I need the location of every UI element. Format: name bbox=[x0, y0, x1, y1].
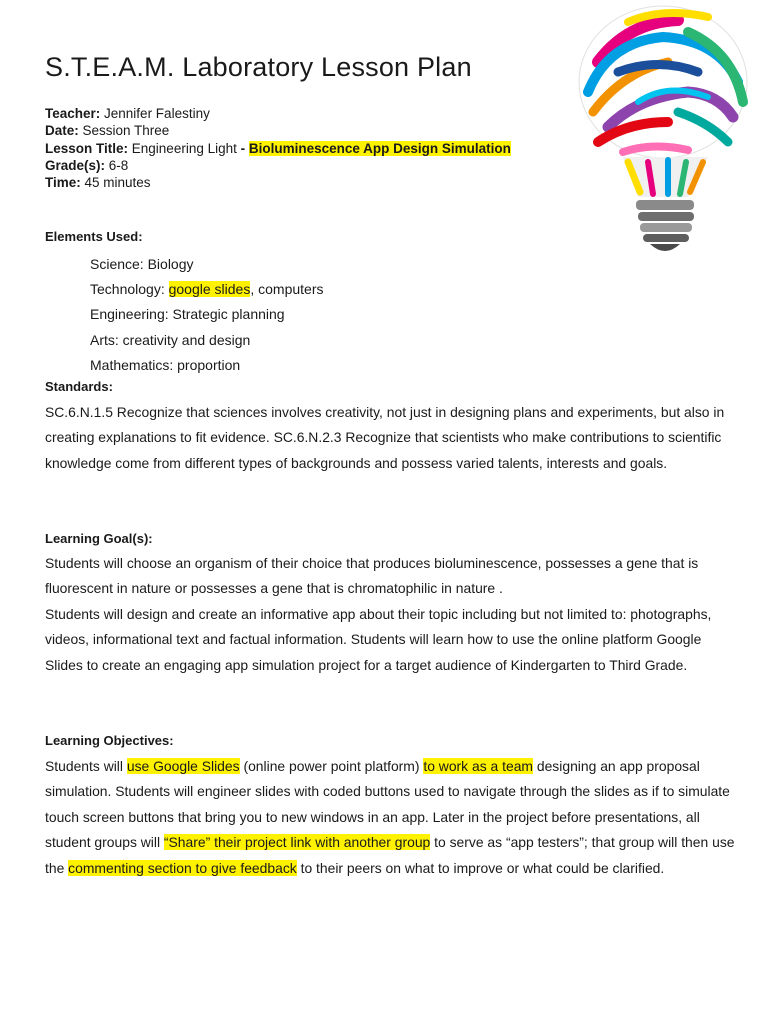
grade-label: Grade(s): bbox=[45, 157, 106, 173]
lesson-title-value: Engineering Light bbox=[128, 140, 241, 156]
objectives-text-3: designing an app proposal simulation. Students will engineer slides with coded buttons used to navigate through the slides as if to simulate touch screen buttons that bring you to new windows in an app. Later in the project before presentations, all student groups will bbox=[45, 758, 730, 851]
element-arts: Arts: creativity and design bbox=[90, 331, 251, 348]
objectives-highlight-google-slides: use Google Slides bbox=[126, 758, 240, 774]
objectives-highlight-team: to work as a team bbox=[423, 758, 533, 774]
learning-objectives-paragraph bbox=[45, 754, 735, 881]
bulb-base bbox=[636, 200, 694, 251]
elements-heading: Elements Used: bbox=[45, 229, 143, 244]
technology-highlight: google slides bbox=[168, 281, 251, 298]
technology-prefix: Technology: bbox=[90, 281, 169, 298]
learning-goals-heading: Learning Goal(s): bbox=[45, 531, 153, 546]
lesson-title-row bbox=[45, 140, 511, 157]
learning-goals-paragraph-2: Students will design and create an informative app about their topic including but not limited to: photographs, videos, informational text and factual information. Students will learn how to use the online platform Google Slides to create an engaging app simulation project for a target audience of Kindergarten to Third Grade. bbox=[45, 605, 712, 673]
objectives-text-4: to serve as “app testers”; that group will then use the bbox=[45, 834, 735, 876]
lesson-title-highlight: Bioluminescence App Design Simulation bbox=[248, 140, 511, 156]
technology-suffix: , computers bbox=[250, 281, 324, 298]
date-label: Date: bbox=[45, 123, 79, 139]
date-value: Session Three bbox=[78, 123, 170, 139]
objectives-text-5: to their peers on what to improve or what could be clarified. bbox=[296, 859, 665, 876]
objectives-highlight-commenting: commenting section to give feedback bbox=[68, 859, 297, 876]
grade-row bbox=[45, 157, 511, 174]
elements-list bbox=[90, 252, 323, 378]
lesson-meta bbox=[45, 105, 511, 191]
objectives-highlight-share: “Share” their project link with another group bbox=[163, 834, 431, 851]
teacher-row bbox=[45, 105, 511, 122]
grade-value: 6-8 bbox=[105, 157, 129, 173]
teacher-label: Teacher: bbox=[45, 106, 101, 121]
date-row bbox=[45, 122, 511, 139]
lesson-title-label: Lesson Title: bbox=[45, 140, 129, 156]
time-row bbox=[45, 174, 511, 191]
learning-goals-text bbox=[45, 551, 735, 678]
learning-objectives-heading: Learning Objectives: bbox=[45, 733, 174, 748]
bulb-glass bbox=[579, 6, 747, 158]
element-technology bbox=[90, 277, 323, 302]
objectives-text-1: Students will bbox=[45, 758, 127, 774]
objectives-text-2: (online power point platform) bbox=[239, 758, 424, 774]
page-title: S.T.E.A.M. Laboratory Lesson Plan bbox=[45, 52, 472, 82]
time-value: 45 minutes bbox=[80, 175, 151, 191]
element-science: Science: Biology bbox=[90, 256, 194, 272]
lesson-title-dash: - bbox=[240, 140, 249, 156]
standards-text bbox=[45, 400, 735, 476]
bulb-neck bbox=[623, 157, 708, 197]
learning-objectives-text bbox=[45, 754, 735, 881]
standards-heading: Standards: bbox=[45, 379, 113, 394]
standards-paragraph: SC.6.N.1.5 Recognize that sciences involves creativity, not just in designing plans and experiments, but also in creating explanations to fit evidence. SC.6.N.2.3 Recognize that scientists who make contributions to scientific knowledge come from different types of backgrounds and possess varied talents, interests and goals. bbox=[45, 404, 725, 471]
learning-goals-paragraph-1: Students will choose an organism of their choice that produces bioluminescence, possesses a gene that is fluorescent in nature or possesses a gene that is chromatophilic in nature . bbox=[45, 555, 699, 597]
teacher-value: Jennifer Falestiny bbox=[100, 106, 210, 121]
time-label: Time: bbox=[45, 175, 81, 191]
painted-lightbulb-icon bbox=[568, 2, 758, 260]
element-engineering: Engineering: Strategic planning bbox=[90, 306, 285, 323]
element-mathematics: Mathematics: proportion bbox=[90, 356, 241, 373]
